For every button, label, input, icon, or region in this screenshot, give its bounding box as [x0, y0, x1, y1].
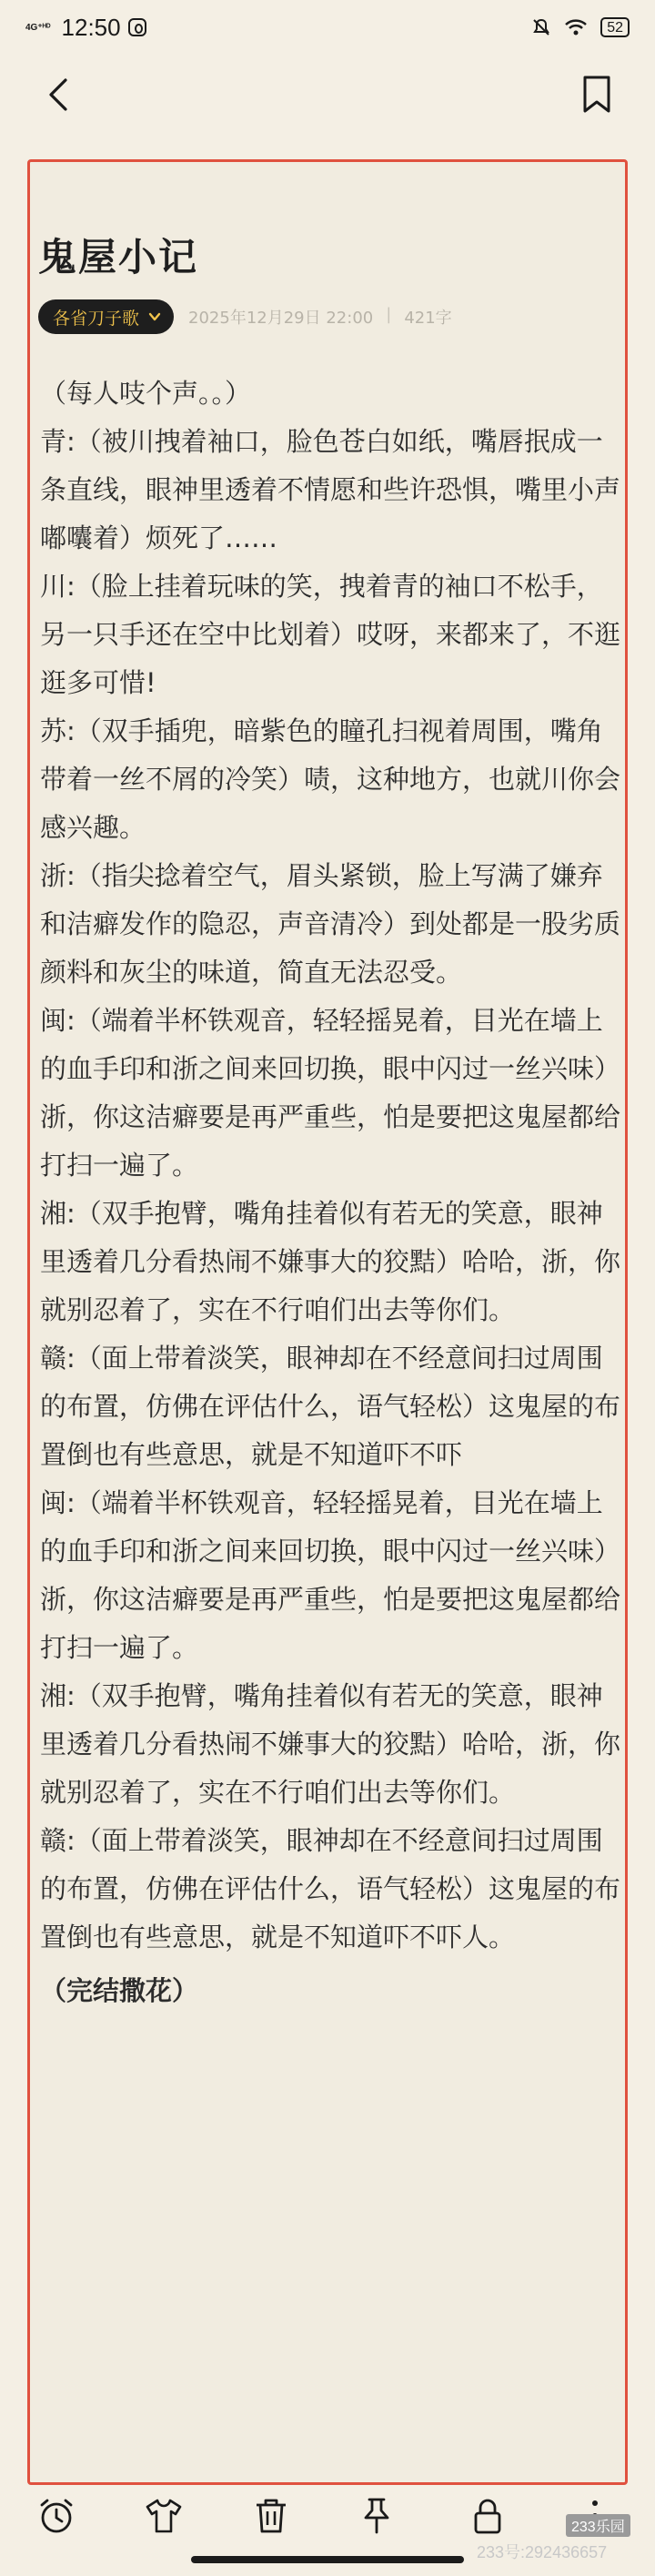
paragraph: 苏:（双手插兜，暗紫色的瞳孔扫视着周围，嘴角带着一丝不屑的冷笑）啧，这种地方，也就川你会感兴趣。 [40, 715, 621, 843]
meta-separator: | [386, 305, 392, 324]
alarm-clock-icon[interactable] [36, 2496, 76, 2536]
chevron-down-icon [148, 310, 161, 323]
word-count: 421字 [404, 309, 452, 328]
lock-icon[interactable] [468, 2496, 508, 2536]
article-title: 鬼屋小记 [38, 235, 199, 279]
watermark-text: 233号:292436657 [477, 2543, 608, 2561]
clock: 12:50 [61, 13, 121, 41]
status-bar [0, 0, 655, 55]
status-left [25, 14, 146, 42]
author-tag[interactable] [38, 299, 174, 334]
mute-icon [531, 17, 551, 37]
paragraph: 闽:（端着半杯铁观音，轻轻摇晃着，目光在墙上的血手印和浙之间来回切换，眼中闪过一丝兴味）浙，你这洁癖要是再严重些，怕是要把这鬼屋都给打扫一遍了。 [40, 1487, 621, 1663]
paragraph: 闽:（端着半杯铁观音，轻轻摇晃着，目光在墙上的血手印和浙之间来回切换，眼中闪过一丝兴味）浙，你这洁癖要是再严重些，怕是要把这鬼屋都给打扫一遍了。 [40, 1005, 621, 1181]
paragraph: （每人吱个声。。） [40, 378, 252, 409]
author-name: 各省刀子歌 [53, 308, 140, 329]
publish-datetime: 2025年12月29日 22:00 [188, 309, 374, 328]
paragraph: 青:（被川拽着袖口，脸色苍白如纸，嘴唇抿成一条直线，眼神里透着不情愿和些许恐惧，嘴里小声嘟囔着）烦死了…… [40, 426, 621, 553]
paragraph: 川:（脸上挂着玩味的笑，拽着青的袖口不松手，另一只手还在空中比划着）哎呀，来都来了，不逛逛多可惜! [40, 571, 621, 698]
pin-icon[interactable] [357, 2496, 397, 2536]
wifi-icon [564, 18, 588, 36]
paragraph: 赣:（面上带着淡笑，眼神却在不经意间扫过周围的布置，仿佛在评估什么，语气轻松）这鬼屋的布置倒也有些意思，就是不知道吓不吓 [40, 1343, 621, 1470]
article-ending: （完结撒花） [40, 1975, 199, 2006]
bookmark-icon[interactable] [579, 75, 615, 115]
article-meta [38, 299, 452, 335]
signal-indicator: 4G⁺ᴴᴰ [25, 22, 51, 33]
trash-icon[interactable] [251, 2496, 291, 2536]
paragraph: 湘:（双手抱臂，嘴角挂着似有若无的笑意，眼神里透着几分看热闹不嫌事大的狡黠）哈哈，浙，你就别忍着了，实在不行咱们出去等你们。 [40, 1198, 621, 1325]
watermark-logo: 233乐园 [566, 2514, 630, 2537]
status-right [531, 17, 630, 37]
shirt-icon[interactable] [144, 2496, 184, 2536]
meta-info [188, 305, 452, 329]
article-body [40, 370, 622, 2015]
paragraph: 赣:（面上带着淡笑，眼神却在不经意间扫过周围的布置，仿佛在评估什么，语气轻松）这鬼屋的布置倒也有些意思，就是不知道吓不吓人。 [40, 1825, 621, 1952]
app-notification-icon [128, 18, 146, 36]
paragraph: 浙:（指尖捻着空气，眉头紧锁，脸上写满了嫌弃和洁癖发作的隐忍，声音清冷）到处都是一股劣质颜料和灰尘的味道，简直无法忍受。 [40, 860, 621, 988]
back-icon[interactable] [42, 76, 78, 113]
home-indicator [191, 2556, 464, 2563]
battery-indicator: 52 [600, 17, 630, 37]
top-nav [0, 64, 655, 127]
paragraph: 湘:（双手抱臂，嘴角挂着似有若无的笑意，眼神里透着几分看热闹不嫌事大的狡黠）哈哈，浙，你就别忍着了，实在不行咱们出去等你们。 [40, 1680, 621, 1808]
